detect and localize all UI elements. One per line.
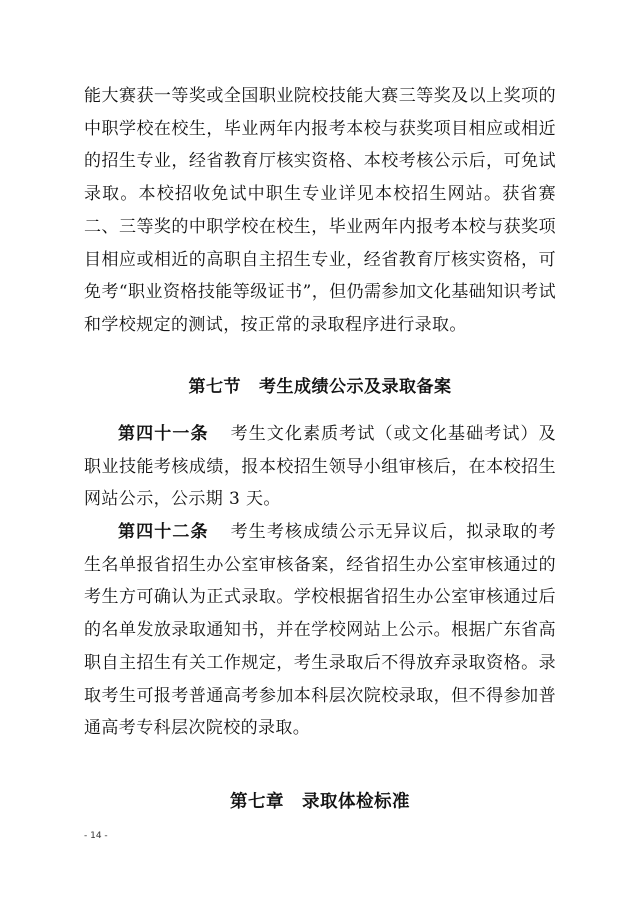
- continued-paragraph: 能大赛获一等奖或全国职业院校技能大赛三等奖及以上奖项的中职学校在校生，毕业两年内报考本校与获奖项目相应或相近的招生专业，经省教育厅核实资格、本校考核公示后，可免试录取。本校招收免试中职生专业详见本校招生网站。获省赛二、三等奖的中职学校在校生，毕业两年内报考本校与获奖项目相应或相近的高职自主招生专业，经省教育厅核实资格，可免考“职业资格技能等级证书”，但仍需参加文化基础知识考试和学校规定的测试，按正常的录取程序进行录取。: [84, 86, 556, 335]
- page-number: - 14 -: [84, 831, 108, 841]
- article-42-text: 考生考核成绩公示无异议后，拟录取的考生名单报省招生办公室审核备案，经省招生办公室审核通过的考生方可确认为正式录取。学校根据省招生办公室审核通过后的名单发放录取通知书，并在学校网站上公示。根据广东省高职自主招生有关工作规定，考生录取后不得放弃录取资格。录取考生可报考普通高考参加本科层次院校录取，但不得参加普通高考专科层次院校的录取。: [84, 522, 556, 739]
- section-title: 考生成绩公示及录取备案: [259, 377, 452, 397]
- chapter-heading: [0, 786, 640, 818]
- section-number: 第七节: [188, 377, 241, 397]
- article-42: [84, 516, 556, 745]
- article-41-label: 第四十一条: [118, 424, 209, 444]
- article-41: [84, 418, 556, 516]
- chapter-number: 第七章: [230, 792, 284, 812]
- section-heading: [0, 371, 640, 403]
- article-41-text: 考生文化素质考试（或文化基础考试）及职业技能考核成绩，报本校招生领导小组审核后，在本校招生网站公示，公示期 3 天。: [84, 424, 556, 510]
- article-42-label: 第四十二条: [118, 522, 209, 542]
- chapter-title: 录取体检标准: [302, 792, 410, 812]
